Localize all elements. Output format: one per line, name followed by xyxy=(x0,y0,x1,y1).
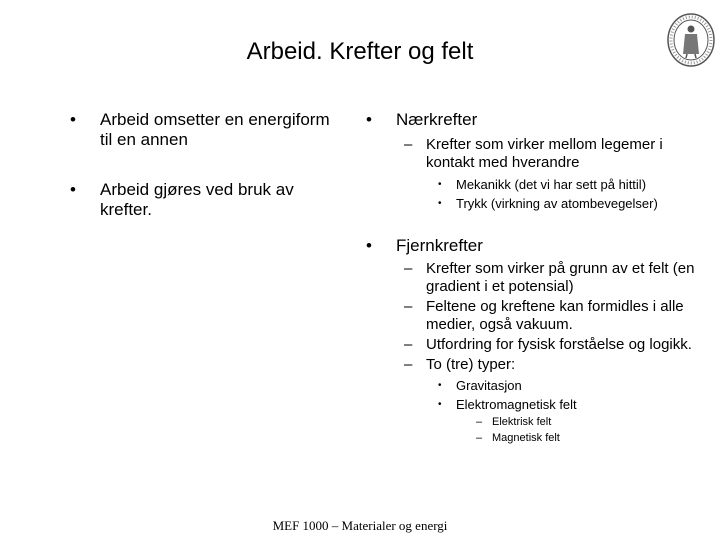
dash-marker: – xyxy=(404,356,413,373)
sub-item xyxy=(404,298,706,334)
dash-marker: – xyxy=(476,432,483,444)
dash-marker: – xyxy=(404,336,413,353)
detail-text: Trykk (virkning av atombevegelser) xyxy=(456,196,658,211)
bullet-marker: • xyxy=(366,110,372,129)
detail-text: Mekanikk (det vi har sett på hittil) xyxy=(456,177,647,192)
bullet-text: Arbeid omsetter en energiform til en annen xyxy=(100,110,330,149)
heading-text: Nærkrefter xyxy=(396,110,478,129)
bullet-item xyxy=(70,110,330,150)
detail-item xyxy=(438,376,706,395)
bullet-marker: • xyxy=(438,179,442,190)
dash-marker: – xyxy=(404,298,413,315)
slide-title: Arbeid. Krefter og felt xyxy=(246,38,474,65)
sub-item xyxy=(404,136,706,172)
bullet-marker: • xyxy=(70,110,76,129)
bullet-marker: • xyxy=(70,180,76,199)
sub-item-text: To (tre) typer: xyxy=(426,356,516,373)
sub-detail-text: Magnetisk felt xyxy=(492,432,560,444)
right-column xyxy=(366,110,706,446)
sub-detail-text: Elektrisk felt xyxy=(492,416,552,428)
dash-marker: – xyxy=(404,136,413,153)
detail-item xyxy=(438,395,706,414)
dash-marker: – xyxy=(476,416,483,428)
sub-item xyxy=(404,260,706,296)
detail-item xyxy=(438,194,706,213)
sub-item-text: Krefter som virker mellom legemer i kontakt med hverandre xyxy=(426,136,663,171)
sub-item-text: Feltene og kreftene kan formidles i alle medier, også vakuum. xyxy=(426,298,684,333)
heading-text: Fjernkrefter xyxy=(396,236,483,255)
bullet-item xyxy=(70,180,330,220)
sub-item xyxy=(404,356,706,374)
detail-item xyxy=(438,175,706,194)
slide-footer: MEF 1000 – Materialer og energi xyxy=(272,518,448,533)
detail-text: Gravitasjon xyxy=(456,378,522,393)
university-seal-icon xyxy=(666,12,716,68)
bullet-marker: • xyxy=(438,198,442,209)
bullet-marker: • xyxy=(366,236,372,255)
sub-item-text: Krefter som virker på grunn av et felt (en gradient i et potensial) xyxy=(426,260,695,295)
dash-marker: – xyxy=(404,260,413,277)
far-forces-heading xyxy=(366,236,706,256)
bullet-marker: • xyxy=(438,380,442,391)
detail-text: Elektromagnetisk felt xyxy=(456,397,577,412)
near-forces-heading xyxy=(366,110,706,130)
sub-detail-item xyxy=(476,414,706,430)
sub-item xyxy=(404,336,706,354)
sub-detail-item xyxy=(476,430,706,446)
left-column xyxy=(70,110,330,220)
sub-item-text: Utfordring for fysisk forståelse og logikk. xyxy=(426,336,692,353)
bullet-marker: • xyxy=(438,399,442,410)
bullet-text: Arbeid gjøres ved bruk av krefter. xyxy=(100,180,294,219)
